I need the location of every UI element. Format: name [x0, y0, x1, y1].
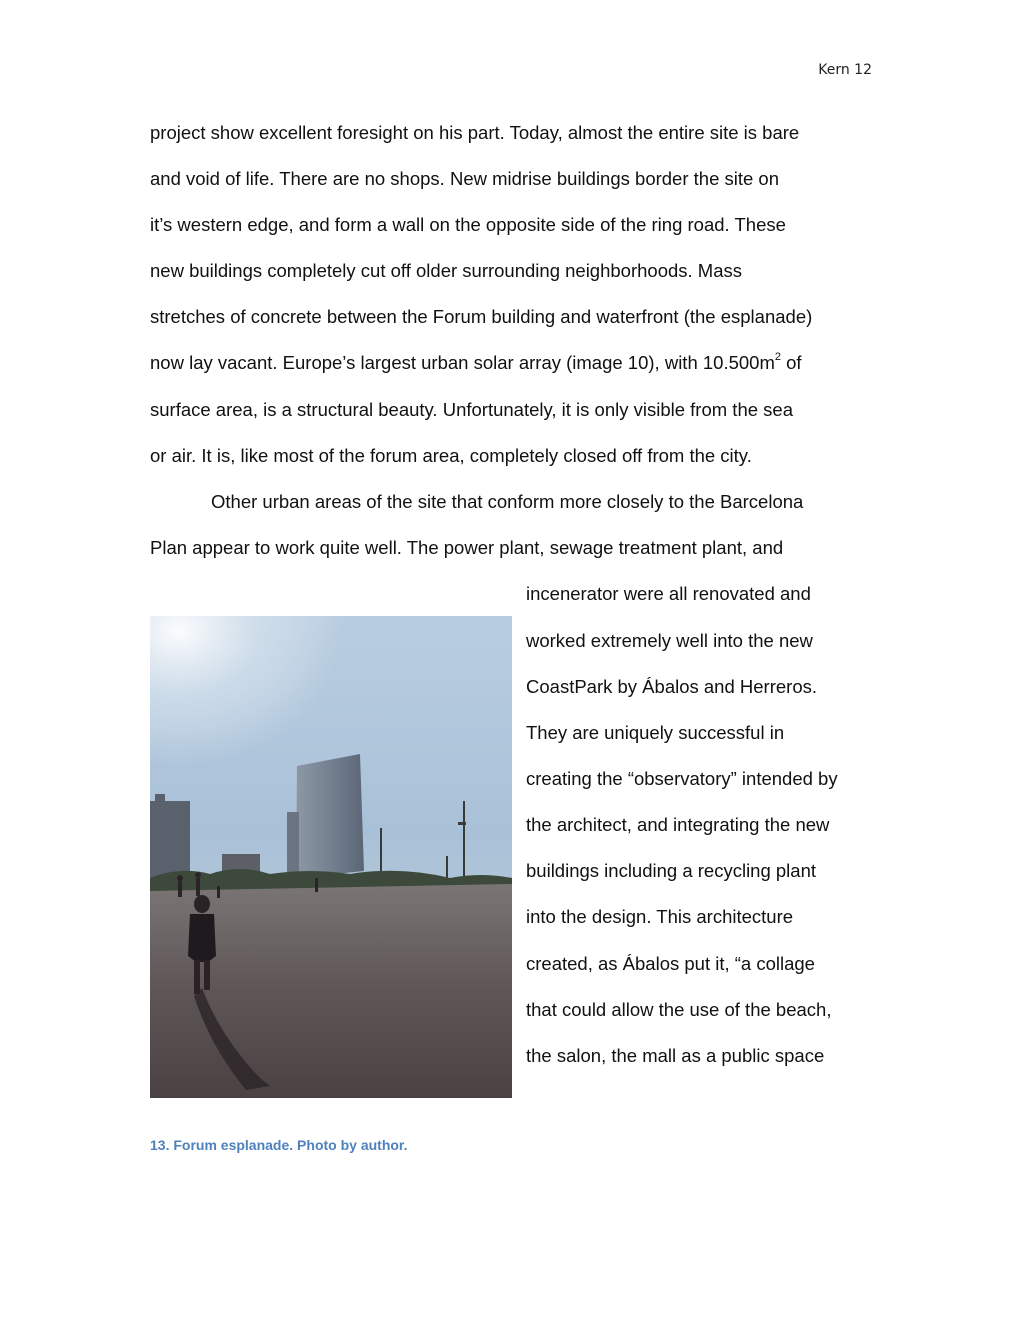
body-text: now lay vacant. Europe’s largest urban solar array (image 10), with 10.500m — [150, 352, 775, 373]
wrapped-line: incenerator were all renovated and — [526, 583, 811, 604]
wrapped-line: the architect, and integrating the new — [526, 814, 830, 835]
esplanade-photo — [150, 616, 512, 1098]
wrapped-line: They are uniquely successful in — [526, 722, 785, 743]
body-line — [150, 351, 802, 375]
wrapped-line: buildings including a recycling plant — [526, 860, 817, 881]
body-line: and void of life. There are no shops. New midrise buildings border the site on — [150, 168, 780, 189]
body-text: of — [781, 352, 802, 373]
wrapped-line: creating the “observatory” intended by — [526, 768, 838, 789]
superscript: 2 — [774, 350, 781, 363]
body-line: surface area, is a structural beauty. Unfortunately, it is only visible from the sea — [150, 399, 793, 420]
body-line-indented: Other urban areas of the site that conform more closely to the Barcelona — [211, 491, 804, 512]
figure-caption: 13. Forum esplanade. Photo by author. — [150, 1137, 408, 1153]
wrapped-line: that could allow the use of the beach, — [526, 999, 832, 1020]
wrapped-line: into the design. This architecture — [526, 906, 794, 927]
wrapped-line: the salon, the mall as a public space — [526, 1045, 825, 1066]
wrapped-line: worked extremely well into the new — [526, 630, 813, 651]
body-line: stretches of concrete between the Forum building and waterfront (the esplanade) — [150, 306, 813, 327]
body-line: Plan appear to work quite well. The power plant, sewage treatment plant, and — [150, 537, 784, 558]
body-line: project show excellent foresight on his part. Today, almost the entire site is bare — [150, 122, 800, 143]
page-header: Kern 12 — [818, 62, 872, 78]
body-line: or air. It is, like most of the forum area, completely closed off from the city. — [150, 445, 752, 466]
body-line: new buildings completely cut off older surrounding neighborhoods. Mass — [150, 260, 743, 281]
wrapped-line: CoastPark by Ábalos and Herreros. — [526, 676, 817, 697]
wrapped-line: created, as Ábalos put it, “a collage — [526, 953, 815, 974]
body-line: it’s western edge, and form a wall on the opposite side of the ring road. These — [150, 214, 786, 235]
